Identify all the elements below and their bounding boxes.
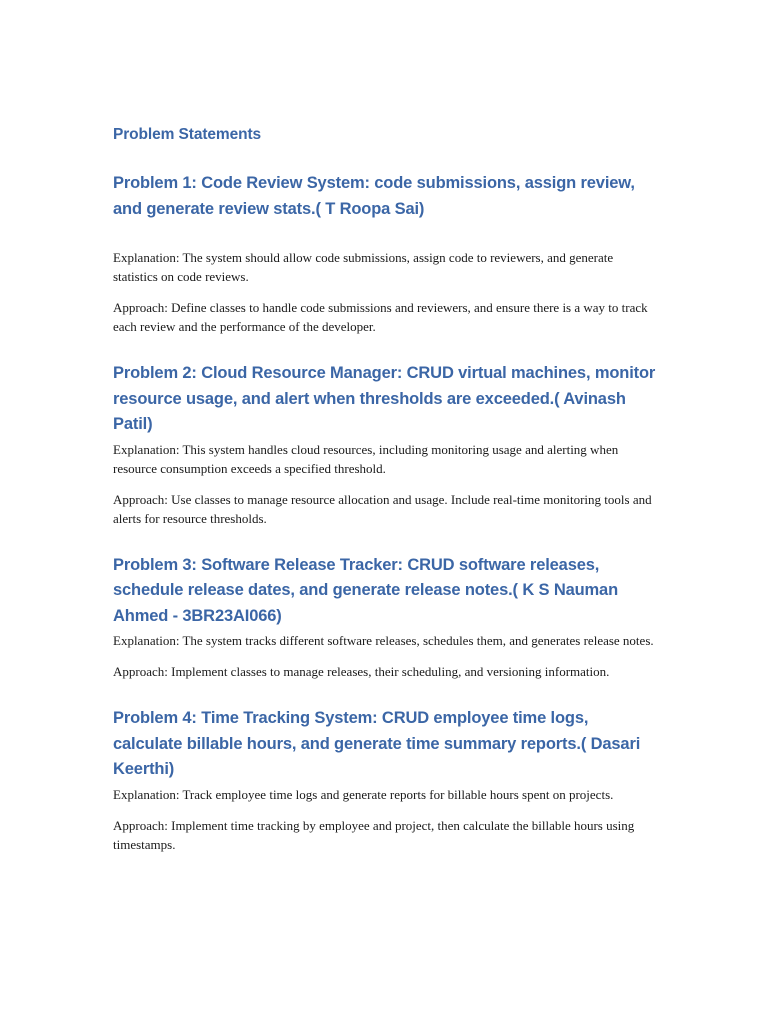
approach-paragraph: Approach: Use classes to manage resource allocation and usage. Include real-time monitoring tools and alerts for resource thresholds. [113, 491, 652, 526]
approach-paragraph: Approach: Define classes to handle code submissions and reviewers, and ensure there is a way to track each review and the performance of the developer. [113, 300, 648, 334]
explanation-paragraph: Explanation: The system tracks different software releases, schedules them, and generates release notes. [113, 633, 654, 648]
problem-section-1 [113, 171, 658, 336]
explanation-paragraph: Explanation: This system handles cloud resources, including monitoring usage and alerting when resource consumption exceeds a specified threshold. [113, 441, 619, 476]
explanation-paragraph: Explanation: Track employee time logs and generate reports for billable hours spent on projects. [113, 786, 614, 802]
problem-heading: Problem 4: Time Tracking System: CRUD employee time logs, calculate billable hours, and generate time summary reports.( Dasari Keerthi) [113, 709, 641, 778]
problem-section-4 [113, 706, 658, 854]
problem-section-2 [113, 361, 658, 528]
document-body [113, 124, 658, 854]
problem-section-3 [113, 553, 658, 682]
problem-heading: Problem 2: Cloud Resource Manager: CRUD virtual machines, monitor resource usage, and alert when thresholds are exceeded.( Avinash Patil) [113, 364, 656, 433]
approach-paragraph: Approach: Implement classes to manage releases, their scheduling, and versioning information. [113, 664, 610, 679]
approach-paragraph: Approach: Implement time tracking by employee and project, then calculate the billable hours using timestamps. [113, 817, 635, 852]
explanation-paragraph: Explanation: The system should allow code submissions, assign code to reviewers, and generate statistics on code reviews. [113, 250, 614, 284]
problem-heading: Problem 3: Software Release Tracker: CRUD software releases, schedule release dates, and generate release notes.( K S Nauman Ahmed - 3BR23AI066) [113, 555, 619, 625]
problem-heading: Problem 1: Code Review System: code submissions, assign review, and generate review stats.( T Roopa Sai) [113, 174, 635, 218]
document-title: Problem Statements [113, 126, 262, 143]
